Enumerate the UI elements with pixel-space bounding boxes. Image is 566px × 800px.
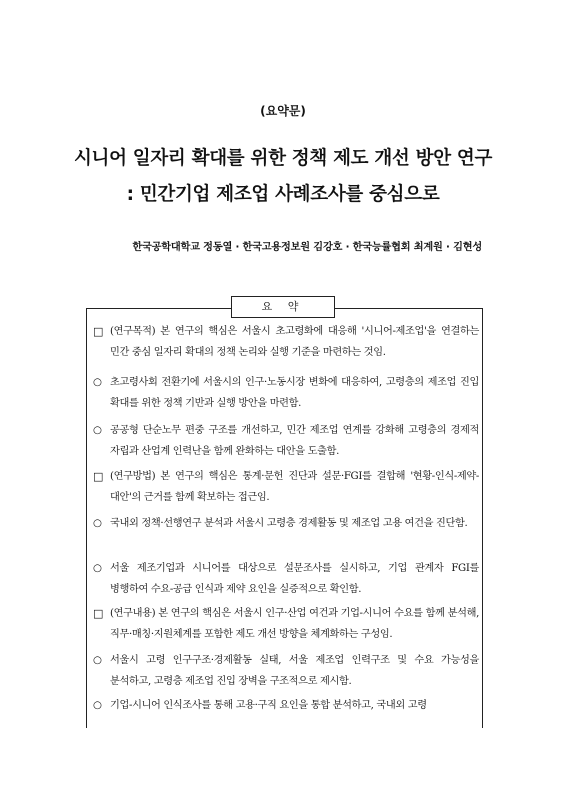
page-subtitle: : 민간기업 제조업 사례조사를 중심으로 — [126, 184, 440, 205]
checkbox-square-icon: □ — [93, 470, 104, 483]
checkbox-square-icon: □ — [93, 607, 104, 620]
summary-item-bullet — [93, 696, 479, 717]
summary-item-text: (연구내용) 본 연구의 핵심은 서울시 인구·산업 여건과 기업-시니어 수요를 함께 분석해, 직무·매칭·지원체계를 포함한 제도 개선 방향을 체계화하는 구성임. — [110, 608, 479, 640]
checkbox-square-icon: □ — [93, 325, 104, 338]
circle-bullet-icon: ○ — [93, 563, 102, 574]
summary-item-text: 서울 제조기업과 시니어를 대상으로 설문조사를 실시하고, 기업 관계자 FGI를 병행하여 수요-공급 인식과 제약 요인을 실증적으로 확인함. — [110, 563, 479, 595]
summary-item-text: (연구방법) 본 연구의 핵심은 통계·문헌 진단과 설문·FGI를 결합해 '현황-인식-제약-대안'의 근거를 함께 확보하는 접근임. — [110, 471, 479, 503]
summary-item-text: 공공형 단순노무 편중 구조를 개선하고, 민간 제조업 연계를 강화해 고령층의 경제적 자립과 산업계 인력난을 함께 완화하는 대안을 도출함. — [110, 425, 479, 457]
summary-item-text: (연구목적) 본 연구의 핵심은 서울시 초고령화에 대응해 '시니어-제조업'을 연결하는 민간 중심 일자리 확대의 정책 논리와 실행 기준을 마련하는 것임. — [110, 326, 479, 358]
circle-bullet-icon: ○ — [93, 425, 102, 436]
summary-item-bullet — [93, 421, 479, 462]
summary-item-bullet — [93, 651, 479, 692]
authors-line: 한국공학대학교 정동열 · 한국고용정보원 김강호 · 한국능률협회 최계원 · 김현성 — [132, 242, 482, 253]
summary-item-text: 국내외 정책·선행연구 분석과 서울시 고령층 경제활동 및 제조업 고용 여건을 진단함. — [110, 518, 468, 529]
circle-bullet-icon: ○ — [93, 518, 102, 529]
summary-item-content — [93, 604, 479, 645]
summary-label: 요 약 — [231, 296, 335, 318]
summary-item-text: 기업-시니어 인식조사를 통해 고용·구직 요인을 통합 분석하고, 국내외 고령 — [110, 700, 427, 711]
circle-bullet-icon: ○ — [93, 700, 102, 711]
circle-bullet-icon: ○ — [93, 377, 102, 388]
summary-item-bullet — [93, 514, 479, 535]
summary-item-bullet — [93, 559, 479, 600]
summary-item-method — [93, 467, 479, 508]
page-title: 시니어 일자리 확대를 위한 정책 제도 개선 방안 연구 — [73, 148, 493, 169]
summary-item-bullet — [93, 373, 479, 414]
summary-item-text: 초고령사회 전환기에 서울시의 인구·노동시장 변화에 대응하여, 고령층의 제조업 진입 확대를 위한 정책 기반과 실행 방안을 마련함. — [110, 377, 479, 409]
summary-item-text: 서울시 고령 인구구조·경제활동 실태, 서울 제조업 인력구조 및 수요 가능성을 분석하고, 고령층 제조업 진입 장벽을 구조적으로 제시함. — [110, 655, 479, 687]
summary-item-purpose — [93, 322, 479, 363]
summary-tag: (요약문) — [260, 104, 306, 118]
circle-bullet-icon: ○ — [93, 655, 102, 666]
